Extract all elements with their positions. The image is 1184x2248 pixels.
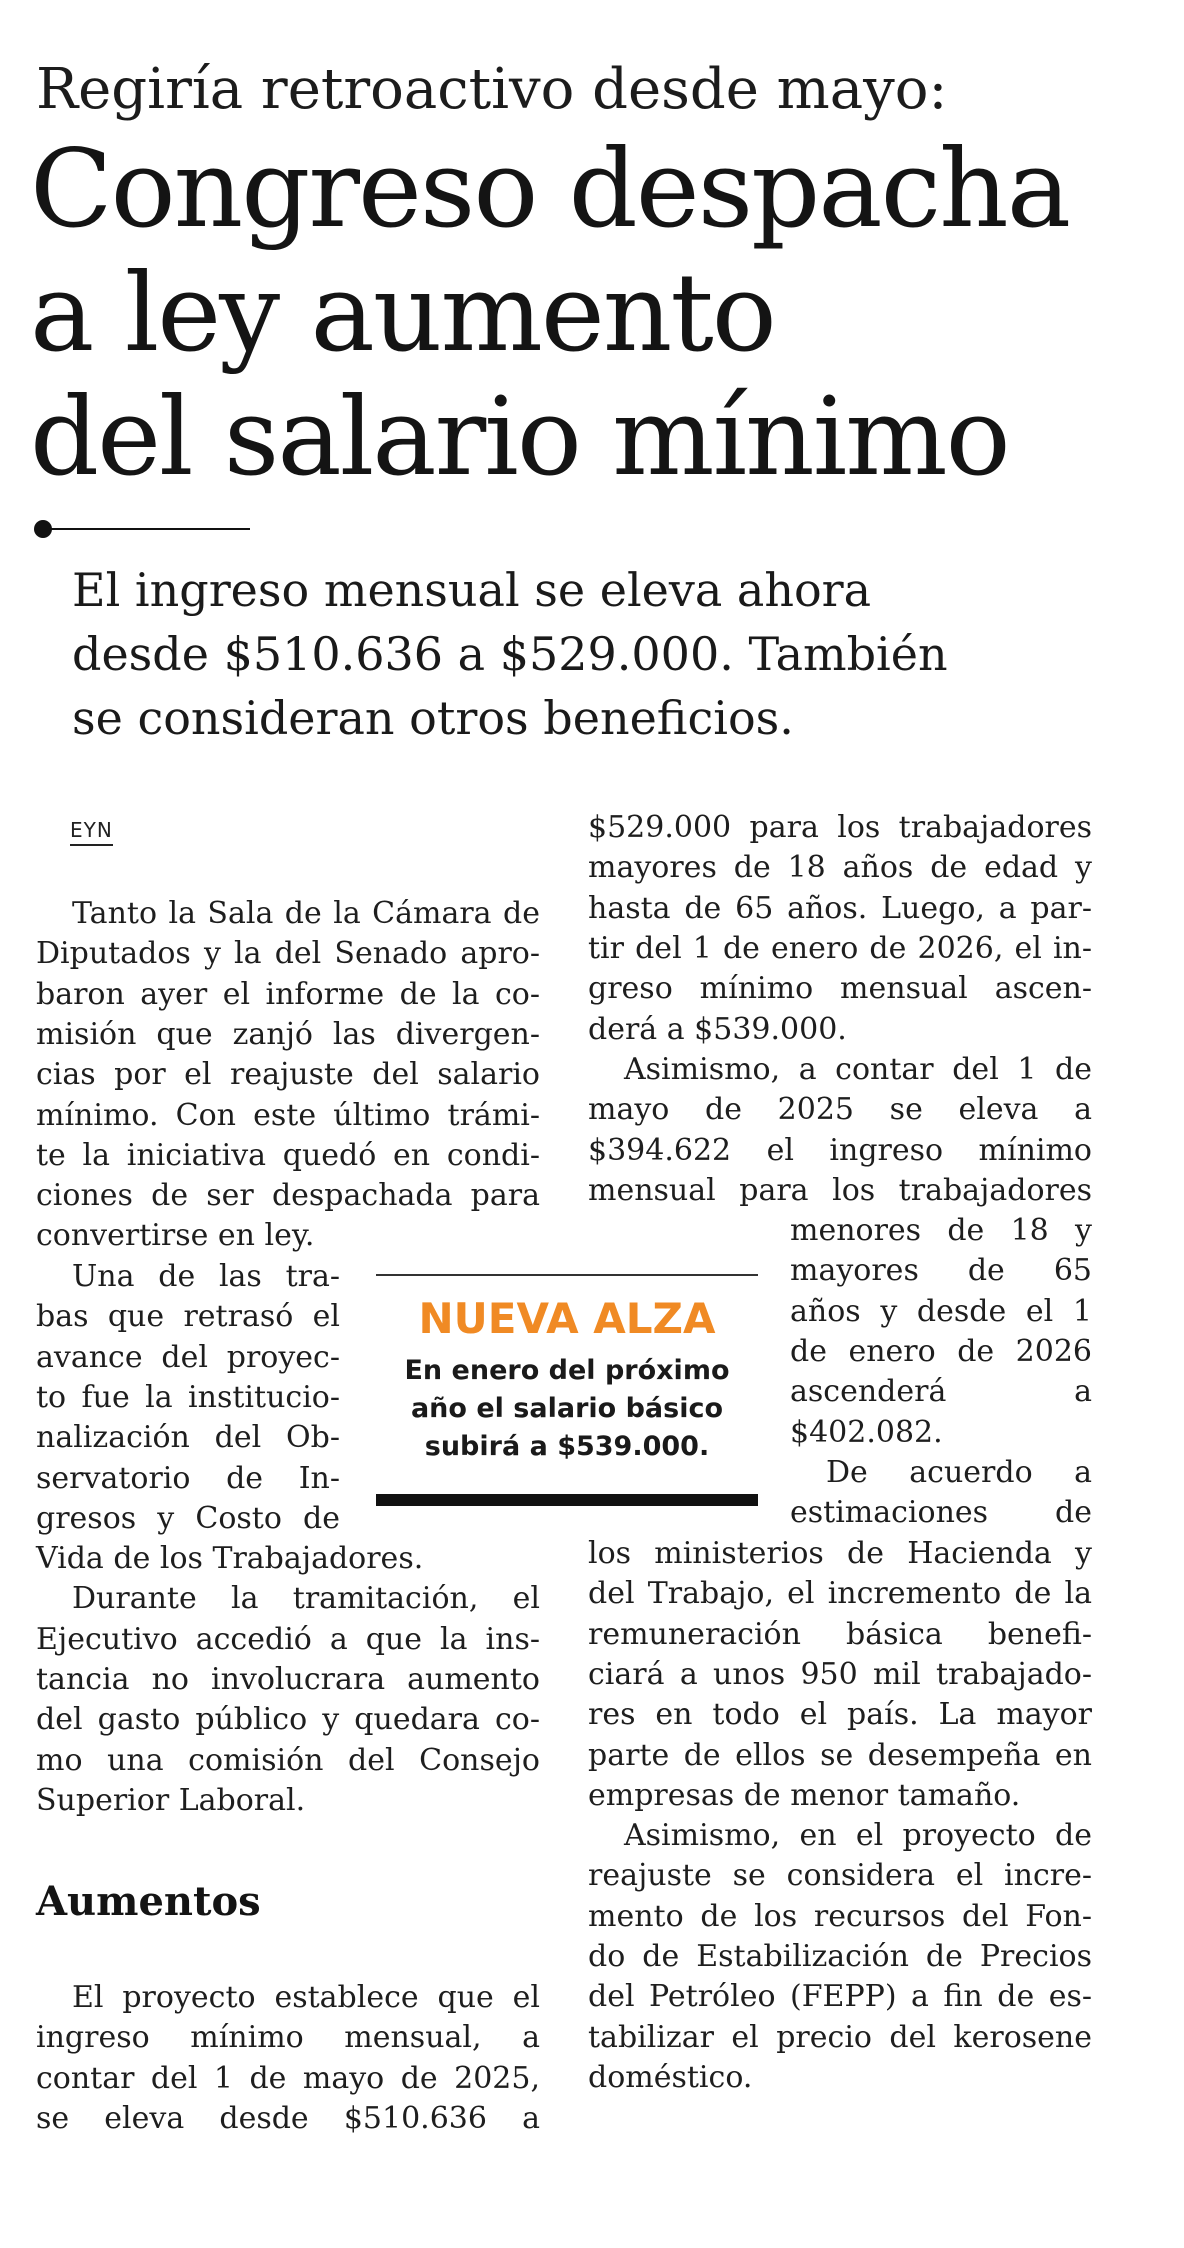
body-line: do de Estabilización de Precios <box>588 1939 1092 1974</box>
kicker: Regiría retroactivo desde mayo: <box>36 57 948 122</box>
body-line: gresos y Costo de <box>36 1501 340 1536</box>
body-line: te la iniciativa quedó en condi- <box>36 1138 540 1173</box>
body-line: Durante la tramitación, el <box>72 1581 540 1616</box>
body-line: del Petróleo (FEPP) a fin de es- <box>588 1979 1092 2014</box>
body-line: ciará a unos 950 mil trabajado- <box>588 1657 1092 1692</box>
byline: EYN <box>70 818 113 846</box>
deck <box>72 558 1162 750</box>
body-line: reajuste se considera el incre- <box>588 1858 1092 1893</box>
body-line: servatorio de In- <box>36 1461 340 1496</box>
body-line: mínimo. Con este último trámi- <box>36 1098 540 1133</box>
body-line: los ministerios de Hacienda y <box>588 1536 1092 1571</box>
body-line: ingreso mínimo mensual, a <box>36 2020 540 2055</box>
deck-line: se consideran otros beneficios. <box>72 691 794 745</box>
body-line: hasta de 65 años. Luego, a par- <box>588 891 1092 926</box>
body-line: ascenderá a <box>790 1374 1092 1409</box>
body-line: mo una comisión del Consejo <box>36 1743 540 1778</box>
body-line: misión que zanjó las divergen- <box>36 1017 540 1052</box>
body-line: mayores de 65 <box>790 1253 1092 1288</box>
body-line: res en todo el país. La mayor <box>588 1697 1092 1732</box>
body-line: tabilizar el precio del kerosene <box>588 2020 1092 2055</box>
body-line: Vida de los Trabajadores. <box>36 1541 424 1576</box>
body-line: $394.622 el ingreso mínimo <box>588 1133 1092 1168</box>
body-line: greso mínimo mensual ascen- <box>588 971 1092 1006</box>
body-line: mayo de 2025 se eleva a <box>588 1092 1092 1127</box>
body-line: Una de las tra- <box>72 1259 340 1294</box>
body-line: to fue la institucio- <box>36 1380 340 1415</box>
body-line: baron ayer el informe de la co- <box>36 977 540 1012</box>
body-line: convertirse en ley. <box>36 1218 315 1253</box>
body-line: $402.082. <box>790 1415 943 1450</box>
body-line: tancia no involucrara aumento <box>36 1662 540 1697</box>
body-line: del Trabajo, el incremento de la <box>588 1576 1092 1611</box>
body-line: del gasto público y quedara co- <box>36 1702 540 1737</box>
body-line: de enero de 2026 <box>790 1334 1092 1369</box>
body-line: $529.000 para los trabajadores <box>588 810 1092 845</box>
body-line: remuneración básica benefi- <box>588 1617 1092 1652</box>
body-line: Diputados y la del Senado apro- <box>36 936 540 971</box>
body-line: Superior Laboral. <box>36 1783 306 1818</box>
body-line: nalización del Ob- <box>36 1420 340 1455</box>
body-line: mayores de 18 años de edad y <box>588 850 1092 885</box>
body-line: ciones de ser despachada para <box>36 1178 540 1213</box>
body-line: Tanto la Sala de la Cámara de <box>72 896 540 931</box>
body-line: empresas de menor tamaño. <box>588 1778 1021 1813</box>
body-line: bas que retrasó el <box>36 1299 340 1334</box>
callout-text-line: año el salario básico <box>410 1393 724 1424</box>
headline <box>30 128 1160 500</box>
divider-rule <box>44 528 250 530</box>
callout-text-line: subirá a $539.000. <box>424 1431 710 1462</box>
body-line: derá a $539.000. <box>588 1012 847 1047</box>
body-line: mento de los recursos del Fon- <box>588 1899 1092 1934</box>
headline-line: Congreso despacha <box>30 127 1070 252</box>
body-line: Ejecutivo accedió a que la ins- <box>36 1622 540 1657</box>
body-line: estimaciones de <box>790 1495 1092 1530</box>
body-line: cias por el reajuste del salario <box>36 1057 540 1092</box>
headline-line: del salario mínimo <box>30 375 1009 500</box>
body-line: años y desde el 1 <box>790 1294 1092 1329</box>
callout-label: NUEVA ALZA <box>418 1294 716 1343</box>
body-line: menores de 18 y <box>790 1213 1092 1248</box>
callout-top-rule <box>376 1274 758 1276</box>
body-line: avance del proyec- <box>36 1340 340 1375</box>
body-line: doméstico. <box>588 2060 753 2095</box>
body-line: Asimismo, a contar del 1 de <box>624 1052 1092 1087</box>
body-line: se eleva desde $510.636 a <box>36 2101 540 2136</box>
subheading: Aumentos <box>36 1878 261 1925</box>
callout-bottom-bar <box>376 1494 758 1506</box>
body-line: parte de ellos se desempeña en <box>588 1738 1092 1773</box>
body-line: De acuerdo a <box>826 1455 1092 1490</box>
body-line: tir del 1 de enero de 2026, el in- <box>588 931 1092 966</box>
headline-line: a ley aumento <box>30 251 775 376</box>
body-line: El proyecto establece que el <box>72 1980 540 2015</box>
deck-line: desde $510.636 a $529.000. También <box>72 627 948 681</box>
callout-text-line: En enero del próximo <box>404 1355 730 1386</box>
body-line: mensual para los trabajadores <box>588 1173 1092 1208</box>
deck-line: El ingreso mensual se eleva ahora <box>72 563 872 617</box>
callout-text <box>376 1352 758 1466</box>
body-line: Asimismo, en el proyecto de <box>624 1818 1092 1853</box>
body-line: contar del 1 de mayo de 2025, <box>36 2061 540 2096</box>
